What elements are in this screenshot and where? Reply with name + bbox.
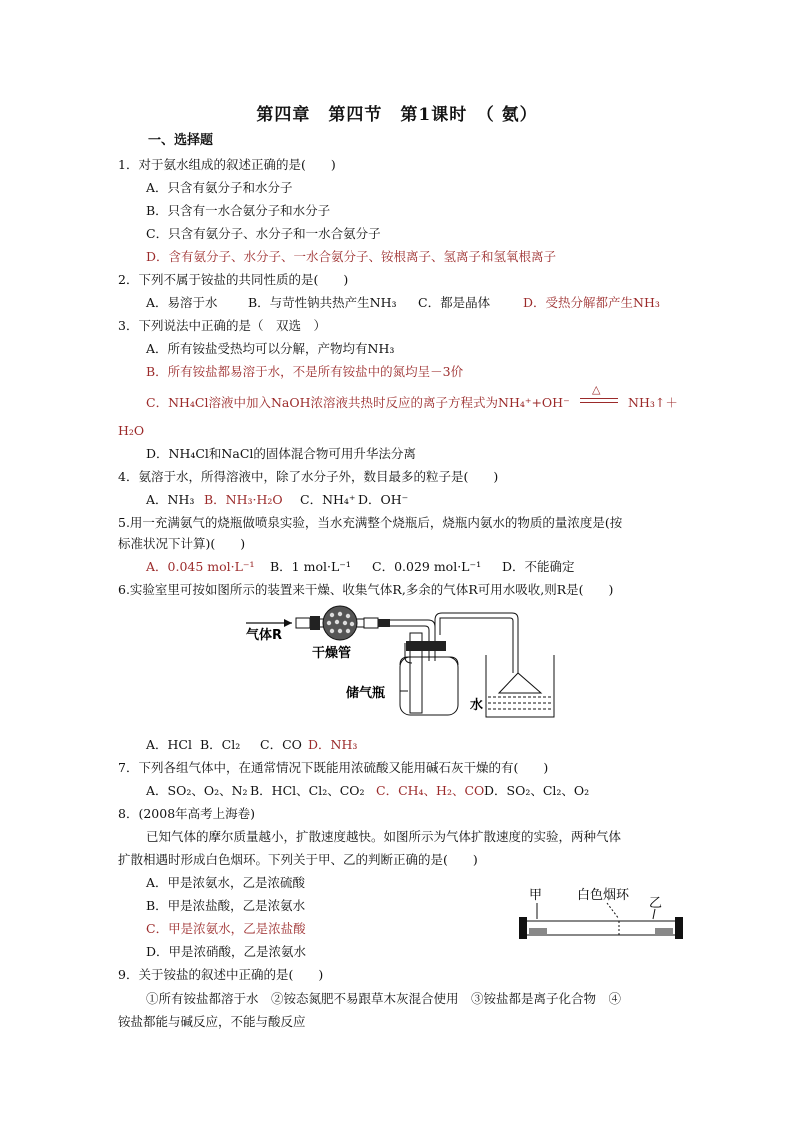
right-stopper [675,917,683,939]
right-cotton [655,928,673,934]
q6-option-a: A．HCl [146,737,192,752]
q3-option-d: D．NH₄Cl和NaCl的固体混合物可用升华法分离 [146,446,416,461]
q6-option-d: D．NH₃ [308,737,358,752]
q4-stem: 4．氨溶于水，所得溶液中，除了水分子外，数目最多的粒子是( ) [118,469,499,484]
stopper-left [310,616,320,630]
gas-drying-apparatus-figure [240,605,570,730]
q3-option-c-products: NH₃↑＋ [628,395,678,410]
q3-option-c-continued: H₂O [118,423,145,438]
q4-option-d: D．OH⁻ [358,492,409,507]
q7-option-a: A．SO₂、O₂、N₂ [146,783,248,798]
section-heading: 一、选择题 [148,133,214,148]
q5-stem-line1: 5.用一充满氨气的烧瓶做喷泉实验，当水充满整个烧瓶后，烧瓶内氨水的物质的量浓度是(按 [118,515,623,530]
q2-option-a: A．易溶于水 [146,295,218,310]
q8-body-line1: 已知气体的摩尔质量越小，扩散速度越快。如图所示为气体扩散速度的实验，两种气体 [146,829,622,844]
inlet-tube [296,618,310,628]
heat-condition-symbol: △ [592,383,601,396]
q5-option-c: C．0.029 mol·L⁻¹ [372,559,482,574]
q2-option-b: B．与苛性钠共热产生NH₃ [248,295,397,310]
bottle-stopper [406,641,446,651]
q6-option-b: B．Cl₂ [200,737,241,752]
water-label: 水 [470,698,484,713]
q7-stem: 7．下列各组气体中，在通常情况下既能用浓硫酸又能用碱石灰干燥的有( ) [118,760,549,775]
right-label-yi: 乙 [649,896,663,911]
equation-line-top [580,398,618,399]
page-title: 第四章 第四节 第1课时 （ 氨） [256,105,538,125]
q2-option-d: D．受热分解都产生NH₃ [523,295,660,310]
q5-option-d: D．不能确定 [502,559,575,574]
left-label-jia: 甲 [529,888,543,903]
q1-option-d: D．含有氨分子、水分子、一水合氨分子、铵根离子、氢离子和氢氧根离子 [146,249,557,264]
dryer-label: 干燥管 [312,646,352,661]
q7-option-c: C．CH₄、H₂、CO [376,783,485,798]
q8-option-a: A．甲是浓氨水，乙是浓硫酸 [146,875,306,890]
q1-option-b: B．只含有一水合氨分子和水分子 [146,203,331,218]
q4-option-b: B．NH₃·H₂O [204,492,283,507]
q8-body-line2: 扩散相遇时形成白色烟环。下列关于甲、乙的判断正确的是( ) [118,852,478,867]
q9-stem: 9．关于铵盐的叙述中正确的是( ) [118,967,324,982]
q2-option-c: C．都是晶体 [418,295,491,310]
left-cotton [529,928,547,934]
q1-option-c: C．只含有氨分子、水分子和一水合氨分子 [146,226,381,241]
q3-option-b: B．所有铵盐都易溶于水，不是所有铵盐中的氮均呈－3价 [146,364,464,379]
q1-stem: 1．对于氨水组成的叙述正确的是( ) [118,157,336,172]
q8-stem: 8．(2008年高考上海卷) [118,806,256,821]
equation-line-bottom [580,402,618,403]
q6-option-c: C．CO [260,737,302,752]
q3-option-c: C．NH₄Cl溶液中加入NaOH浓溶液共热时反应的离子方程式为NH₄⁺+OH⁻ [146,395,570,410]
q6-stem: 6.实验室里可按如图所示的装置来干燥、收集气体R,多余的气体R可用水吸收,则R是( ) [118,582,614,597]
storage-bottle [400,657,458,715]
left-stopper [519,917,527,939]
inverted-funnel [499,673,541,693]
q3-option-a: A．所有铵盐受热均可以分解，产物均有NH₃ [146,341,395,356]
q7-option-b: B．HCl、Cl₂、CO₂ [250,783,365,798]
q3-stem: 3．下列说法中正确的是（ 双选 ） [118,318,326,333]
q4-option-a: A．NH₃ [146,492,195,507]
q8-option-b: B．甲是浓盐酸，乙是浓氨水 [146,898,306,913]
q9-statements-continued: 铵盐都能与碱反应，不能与酸反应 [118,1014,306,1029]
q2-stem: 2．下列不属于铵盐的共同性质的是( ) [118,272,349,287]
q7-option-d: D．SO₂、Cl₂、O₂ [484,783,590,798]
q5-option-b: B．1 mol·L⁻¹ [270,559,351,574]
q8-option-d: D．甲是浓硝酸，乙是浓氨水 [146,944,307,959]
q4-option-c: C．NH₄⁺ [300,492,356,507]
bottle-label: 储气瓶 [346,686,386,701]
stopper-right [378,619,390,627]
q9-statements: ①所有铵盐都溶于水 ②铵态氮肥不易跟草木灰混合使用 ③铵盐都是离子化合物 ④ [146,991,622,1006]
q5-option-a: A．0.045 mol·L⁻¹ [146,559,255,574]
q1-option-a: A．只含有氨分子和水分子 [146,180,293,195]
q5-stem-line2: 标准状况下计算)( ) [118,536,246,551]
diffusion-tube-figure [515,883,690,945]
white-smoke-ring-label: 白色烟环 [577,888,630,903]
q8-option-c: C．甲是浓氨水，乙是浓盐酸 [146,921,306,936]
gas-label: 气体R [246,628,283,643]
